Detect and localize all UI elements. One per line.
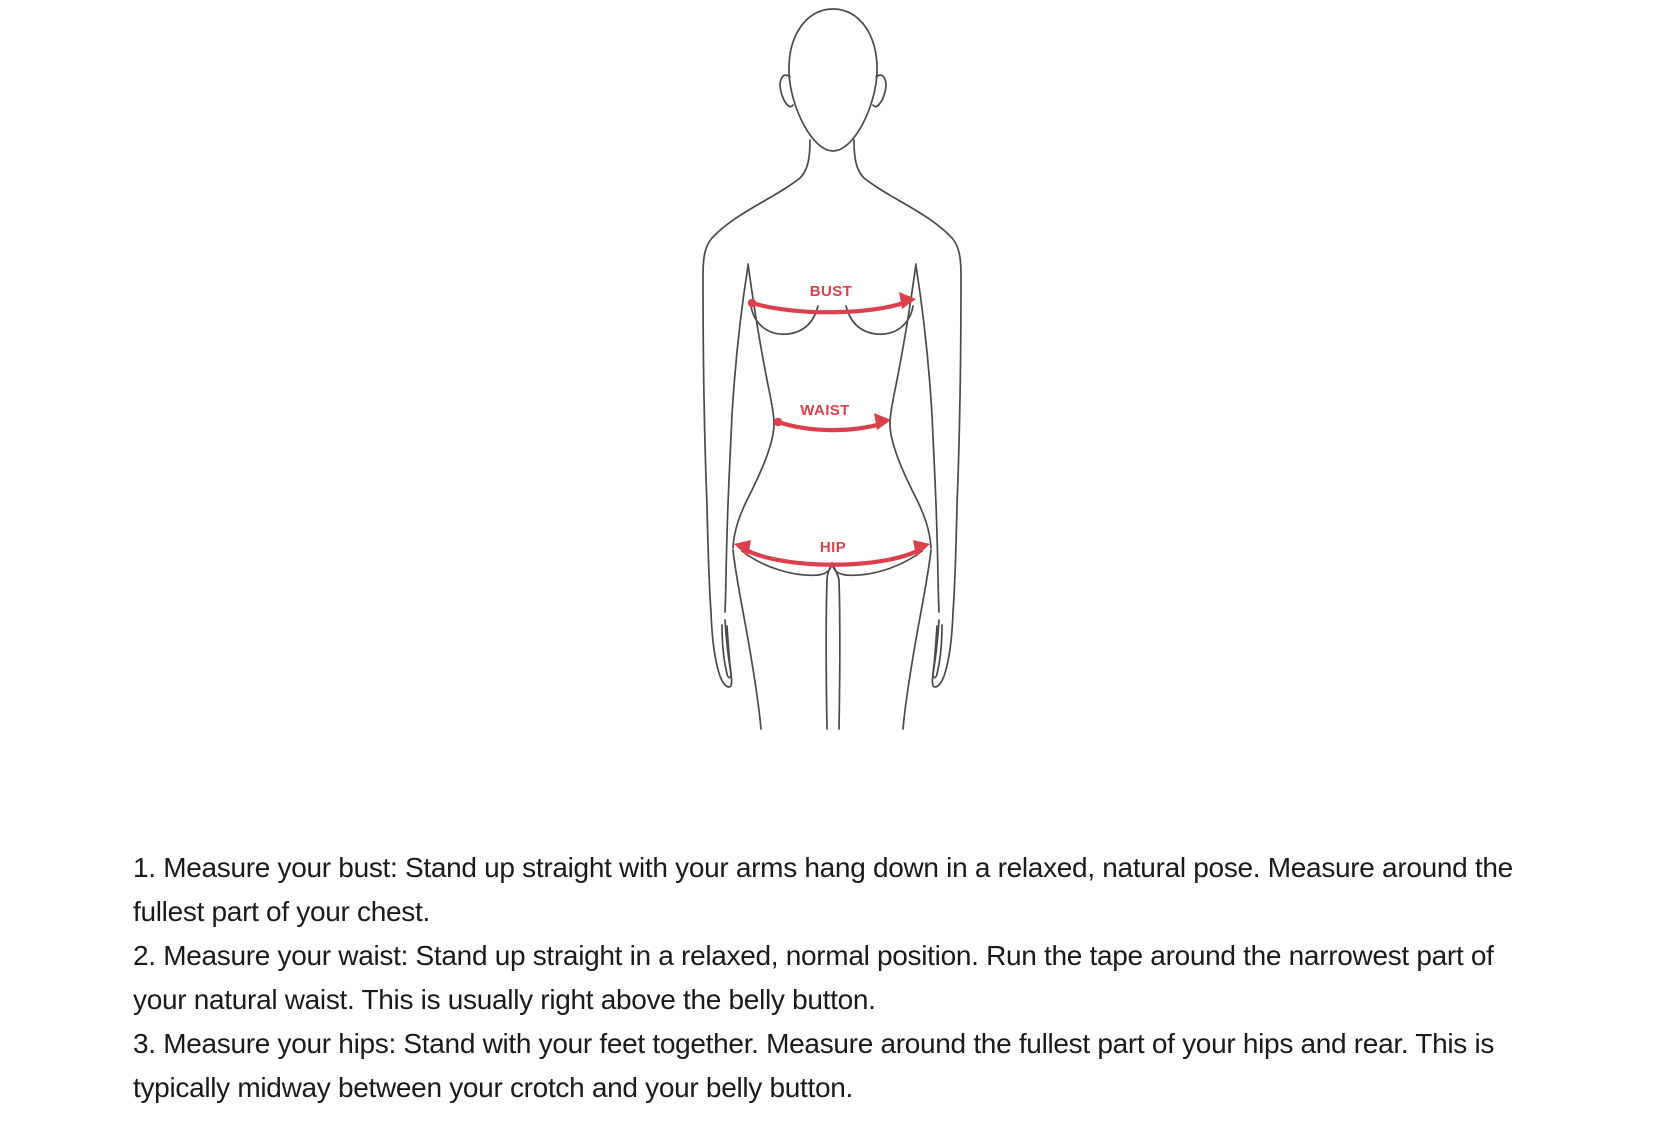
instruction-item-bust: 1. Measure your bust: Stand up straight with your arms hang down in a relaxed, natural pose. Measure around the fullest part of your chest. (133, 852, 1513, 927)
right-leg-outline (903, 550, 931, 729)
hip-arrow-head-right (913, 540, 930, 557)
waist-arrow-head (874, 413, 891, 430)
bust-arrow-start-dot (748, 299, 756, 307)
right-arm-outline (854, 140, 961, 687)
right-inner-arm-line (916, 266, 939, 612)
waist-measure-arrow (778, 422, 881, 430)
waist-arrow-start-dot (774, 418, 782, 426)
instruction-item-hips: 3. Measure your hips: Stand with your feet together. Measure around the fullest part of your hips and rear. This is typically midway between your crotch and your belly button. (133, 1028, 1495, 1103)
instruction-item-waist: 2. Measure your waist: Stand up straight in a relaxed, normal position. Run the tape around the narrowest part of your natural waist. This is usually right above the belly button. (133, 940, 1494, 1015)
waist-label: WAIST (800, 402, 850, 419)
figure-outline (703, 9, 961, 729)
left-inner-leg-line (826, 580, 827, 729)
measurement-arrows (734, 292, 930, 565)
left-inner-arm-line (725, 266, 748, 612)
hip-arrow-head-left (734, 540, 751, 557)
bust-measure-arrow (752, 302, 906, 312)
hip-label: HIP (819, 539, 847, 556)
bust-label: BUST (809, 283, 853, 300)
measurement-instructions (133, 846, 1528, 1110)
right-inner-leg-line (839, 580, 840, 729)
left-leg-outline (733, 550, 761, 729)
left-arm-outline (703, 140, 810, 687)
head-outline (789, 9, 877, 151)
